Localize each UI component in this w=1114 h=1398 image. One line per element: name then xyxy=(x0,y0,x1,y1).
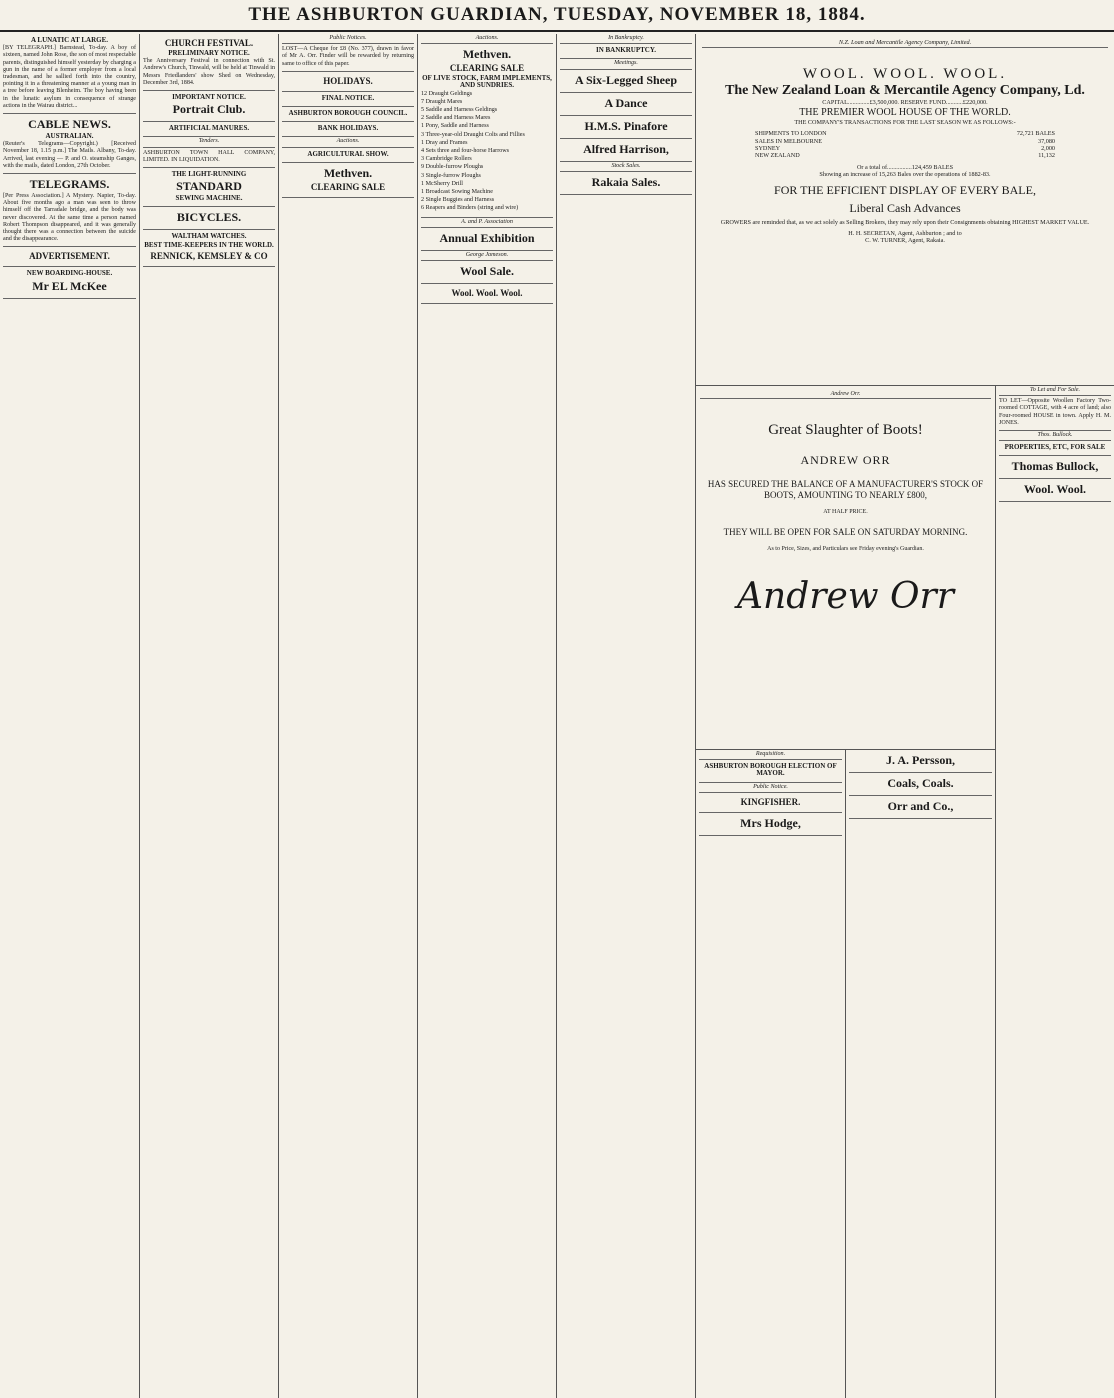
list-item: 1 Dray and Frames xyxy=(421,139,468,146)
exhibition-ad xyxy=(421,228,553,251)
growers-line: GROWERS are reminded that, as we act solely as Selling Brokers, they may rely upon their Consignments obtaining HIGHEST MARKET VALUE. xyxy=(720,218,1090,226)
column-4 xyxy=(418,34,557,1398)
total-line: Or a total of................124,459 BALES xyxy=(856,163,954,171)
ad-subheading: PRELIMINARY NOTICE. xyxy=(168,49,250,57)
table-row xyxy=(755,145,1055,152)
agent-line: C. W. TURNER, Agent, Rakaia. xyxy=(865,237,945,245)
list-item: 3 Three-year-old Draught Colts and Fillies xyxy=(421,131,525,138)
banner-title: WOOL. WOOL. WOOL. xyxy=(802,66,1008,83)
masthead xyxy=(0,0,1114,32)
list-item: 2 Single Buggies and Harness xyxy=(421,197,495,204)
ad-heading: IMPORTANT NOTICE. xyxy=(172,93,246,102)
orr-co-ad xyxy=(849,796,992,819)
section-heading: A. and P. Association xyxy=(421,218,553,228)
pinafore-ad xyxy=(560,116,692,139)
list-item: 9 Double-furrow Ploughs xyxy=(421,164,484,171)
ad-heading: ASHBURTON BOROUGH ELECTION OF MAYOR. xyxy=(704,762,837,778)
table-row xyxy=(755,130,1055,137)
mayor-election-ad xyxy=(699,760,842,782)
section-heading: Public Notices. xyxy=(282,34,414,44)
article-body: [Per Press Association.] A Mystery. Napier, To-day. About five months ago a man was seen to throw himself off the Tarradale bridge, and the body was never discovered. At the same time a person named Robert Thompson disappeared, and it was generally thought there was a connection between the suicide and the disappearance. xyxy=(3,193,136,243)
ad-body: The Anniversary Festival in connection with St. Andrew's Church, Tinwald, will be held at Tinwald in Messrs Friedlanders' show Shed on Wednesday, December 3rd, 1884. xyxy=(143,58,275,86)
ad-title: Annual Exhibition xyxy=(439,230,535,245)
article-body: (Reuter's Telegrams—Copyright.) [Received November 18, 1.15 p.m.] The Mails. Albany, To-day. Arrived, last evening — P. and O. steamship Ganges, with the mails, dated London, 27th October. xyxy=(3,141,136,169)
ad-title: H.M.S. Pinafore xyxy=(584,118,668,133)
section-heading: Auctions. xyxy=(421,34,553,44)
signature: Andrew Orr xyxy=(737,576,954,617)
town-hall-tender xyxy=(143,148,275,168)
section-heading: Stock Sales. xyxy=(560,162,692,172)
ad-heading: CHURCH FESTIVAL. xyxy=(164,38,254,48)
ad-subheading: OF LIVE STOCK, FARM IMPLEMENTS, AND SUNDRIES. xyxy=(422,74,552,90)
ad-title: Alfred Harrison, xyxy=(583,141,669,156)
show-ad xyxy=(282,148,414,163)
article-subheading: AUSTRALIAN. xyxy=(45,132,94,141)
list-item: 1 Pony, Saddle and Harness xyxy=(421,123,489,130)
kingfisher-ad xyxy=(699,793,842,813)
column-8 xyxy=(846,750,996,1398)
bankruptcy-ad xyxy=(560,44,692,59)
ad-body: ASHBURTON TOWN HALL COMPANY, LIMITED. IN LIQUIDATION. xyxy=(143,149,275,163)
ad-heading: ASHBURTON BOROUGH COUNCIL. xyxy=(288,109,408,118)
list-item: 7 Draught Mares xyxy=(421,98,463,105)
row-label: SALES IN MELBOURNE xyxy=(755,137,823,145)
row-label: NEW ZEALAND xyxy=(755,152,800,160)
row-value: 11,132 xyxy=(1038,152,1055,160)
ad-heading: WALTHAM WATCHES. xyxy=(171,232,247,241)
list-item: 6 Reapers and Binders (string and wire) xyxy=(421,205,519,212)
boarding-house-ad xyxy=(3,267,136,298)
ad-title: A Dance xyxy=(604,95,648,110)
list-item: 1 Broadcast Sowing Machine xyxy=(421,189,493,196)
article-body: [BY TELEGRAPH.] Barnstead, To-day. A boy of sixteen, named John Rose, the son of most respectable parents, distinguished himself yesterday by charging a gun in the name of a former employer from a local tradesman, and he sallied forth into the country, pointing it in a threatening manner at a young man in a tree before leaving Blenheim. The boy having been in the lunatic asylum in consequence of strange actions in the Wairau district... xyxy=(3,45,136,109)
ad-title: Methven. xyxy=(462,47,512,62)
ad-body: HAS SECURED THE BALANCE OF A MANUFACTURER'S STOCK OF BOOTS, AMOUNTING TO NEARLY £800, xyxy=(707,479,984,500)
ad-heading: NEW BOARDING-HOUSE. xyxy=(26,269,113,278)
watches-ad xyxy=(143,230,275,266)
ad-heading: ARTIFICIAL MANURES. xyxy=(168,124,250,133)
harrison-ad xyxy=(560,139,692,162)
advertisement xyxy=(3,247,136,267)
agent-line: H. H. SECRETAN, Agent, Ashburton ; and to xyxy=(848,230,962,238)
ad-title: STANDARD xyxy=(176,179,242,194)
list-item: 1 McSherry Drill xyxy=(421,180,463,187)
advances-line: Liberal Cash Advances xyxy=(849,200,961,215)
column-9 xyxy=(996,386,1114,1398)
ad-subheading: SEWING MACHINE. xyxy=(175,194,243,203)
ad-heading: THE LIGHT-RUNNING xyxy=(171,170,247,179)
properties-ad xyxy=(999,441,1111,456)
section-heading: To Let and For Sale. xyxy=(999,386,1111,396)
ad-title: Coals, Coals. xyxy=(887,776,954,790)
ad-price-note: AT HALF PRICE. xyxy=(823,509,868,515)
ad-title: RENNICK, KEMSLEY & CO xyxy=(150,250,268,261)
table-row xyxy=(755,138,1055,145)
ad-heading: IN BANKRUPTCY. xyxy=(595,46,657,55)
to-let-ad xyxy=(999,396,1111,431)
ad-title: Wool. Wool. xyxy=(1023,482,1087,497)
ad-heading: AGRICULTURAL SHOW. xyxy=(307,149,389,158)
row-value: 2,000 xyxy=(1041,145,1055,153)
row-value: 37,080 xyxy=(1037,137,1055,145)
dance-ad xyxy=(560,93,692,116)
list-item: 5 Saddle and Harness Geldings xyxy=(421,107,498,114)
rakaia-ad xyxy=(560,172,692,195)
bullock-ad xyxy=(999,456,1111,479)
ad-title: Great Slaughter of Boots! xyxy=(768,422,923,438)
andrew-orr-ad xyxy=(696,386,996,750)
column-1 xyxy=(0,34,140,1398)
list-item: 2 Saddle and Harness Mares xyxy=(421,115,491,122)
ad-name: ANDREW ORR xyxy=(800,453,891,467)
ad-title: KINGFISHER. xyxy=(740,796,801,807)
section-heading: Thos. Bullock. xyxy=(999,431,1111,441)
transactions-line: THE COMPANY'S TRANSACTIONS FOR THE LAST SEASON WE AS FOLLOWS:- xyxy=(794,118,1016,126)
ad-body: LOST—A Cheque for £8 (No. 377), drawn in favor of Mr A. Orr. Finder will be rewarded by returning same to office of this paper. xyxy=(282,46,414,67)
table-row xyxy=(755,152,1055,159)
wool-sale-ad xyxy=(421,261,553,284)
methven-clearing-sale xyxy=(421,44,553,217)
ad-title: BICYCLES. xyxy=(176,210,242,225)
ad-title: A Six-Legged Sheep xyxy=(574,72,677,87)
column-3 xyxy=(279,34,418,1398)
newspaper-title: THE ASHBURTON GUARDIAN, TUESDAY, NOVEMBER 18, 1884. xyxy=(248,4,866,25)
hodge-ad xyxy=(699,813,842,836)
column-2 xyxy=(140,34,279,1398)
borough-council-ad xyxy=(282,107,414,122)
column-7 xyxy=(696,750,846,1398)
sewing-machine-ad xyxy=(143,168,275,207)
section-heading: Requisition. xyxy=(699,750,842,760)
row-label: SHIPMENTS TO LONDON xyxy=(755,130,827,138)
section-heading: N.Z. Loan and Mercantile Agency Company, Limited. xyxy=(702,38,1108,48)
ad-title: Wool. Wool. Wool. xyxy=(451,288,523,299)
ad-heading: ADVERTISEMENT. xyxy=(29,251,110,262)
ad-title: Portrait Club. xyxy=(172,102,246,117)
ad-name: Mr EL McKee xyxy=(32,278,107,293)
premier-line: THE PREMIER WOOL HOUSE OF THE WORLD. xyxy=(799,106,1011,118)
column-5 xyxy=(557,34,696,1398)
section-heading: Tenders. xyxy=(143,137,275,147)
ad-body: TO LET—Opposite Woollen Factory Two-roomed COTTAGE, with 4 acre of land; also Four-roomed HOUSE in town. Apply H. M. JONES. xyxy=(999,398,1111,426)
final-notice-ad xyxy=(282,92,414,107)
bicycles-ad xyxy=(143,207,275,230)
ad-heading: PROPERTIES, ETC, FOR SALE xyxy=(1004,443,1106,452)
sheep-ad xyxy=(560,70,692,93)
holidays-ad xyxy=(282,72,414,92)
ad-heading: BANK HOLIDAYS. xyxy=(317,124,379,133)
section-heading: Public Notice. xyxy=(699,783,842,793)
ad-heading: FINAL NOTICE. xyxy=(321,93,375,102)
increase-line: Showing an increase of 15,263 Bales over the operations of 1882-83. xyxy=(819,171,991,179)
ad-title: Mrs Hodge, xyxy=(740,815,801,830)
list-item: 3 Cambridge Rollers xyxy=(421,156,472,163)
transactions-table xyxy=(755,130,1055,160)
ad-title: Rakaia Sales. xyxy=(591,174,661,189)
section-heading: Auctions. xyxy=(282,137,414,147)
list-item: 12 Draught Geldings xyxy=(421,90,473,97)
ad-title: J. A. Persson, xyxy=(886,753,955,767)
list-item: 4 Sets three and four-horse Harrows xyxy=(421,148,510,155)
persson-ad xyxy=(849,750,992,773)
section-heading: Meetings. xyxy=(560,59,692,69)
row-label: SYDNEY xyxy=(755,145,781,153)
ad-title: Thomas Bullock, xyxy=(1011,459,1099,474)
church-festival-ad xyxy=(143,34,275,91)
section-heading: George Jameson. xyxy=(421,251,553,261)
telegrams xyxy=(3,174,136,247)
lunatic-article xyxy=(3,34,136,114)
lost-cheque-ad xyxy=(282,44,414,72)
ad-heading: CLEARING SALE xyxy=(310,181,386,192)
cable-news xyxy=(3,114,136,174)
company-name: The New Zealand Loan & Mercantile Agency Company, Ld. xyxy=(725,83,1085,99)
article-heading: CABLE NEWS. xyxy=(28,117,111,132)
ad-subheading: BEST TIME-KEEPERS IN THE WORLD. xyxy=(144,240,274,249)
article-heading: A LUNATIC AT LARGE. xyxy=(30,36,109,44)
ad-title: Methven. xyxy=(323,165,373,180)
list-item: 3 Single-furrow Ploughs xyxy=(421,172,481,179)
ad-heading: HOLIDAYS. xyxy=(323,75,373,86)
row-value: 72,721 BALES xyxy=(1016,130,1055,138)
ad-opening: THEY WILL BE OPEN FOR SALE ON SATURDAY MORNING. xyxy=(723,527,968,537)
capital-line: CAPITAL..............£3,500,000. RESERVE FUND...........£220,000. xyxy=(822,99,988,107)
article-heading: TELEGRAMS. xyxy=(29,177,110,192)
ad-heading: CLEARING SALE xyxy=(449,63,525,74)
wool-ad xyxy=(421,284,553,304)
bank-holidays-ad xyxy=(282,122,414,137)
important-notice-ad xyxy=(143,91,275,122)
methven-sale-ad xyxy=(282,163,414,198)
wool-ad xyxy=(999,479,1111,502)
section-heading: Andrew Orr. xyxy=(700,390,991,399)
ad-title: Orr and Co., xyxy=(887,799,954,813)
ad-footnote: As to Price, Sizes, and Particulars see Friday evening's Guardian. xyxy=(767,546,924,552)
ad-title: Wool Sale. xyxy=(459,264,514,279)
display-line: FOR THE EFFICIENT DISPLAY OF EVERY BALE, xyxy=(774,182,1036,197)
wool-banner xyxy=(696,34,1114,386)
manures-ad xyxy=(143,122,275,137)
section-heading: In Bankruptcy. xyxy=(560,34,692,44)
coals-ad xyxy=(849,773,992,796)
